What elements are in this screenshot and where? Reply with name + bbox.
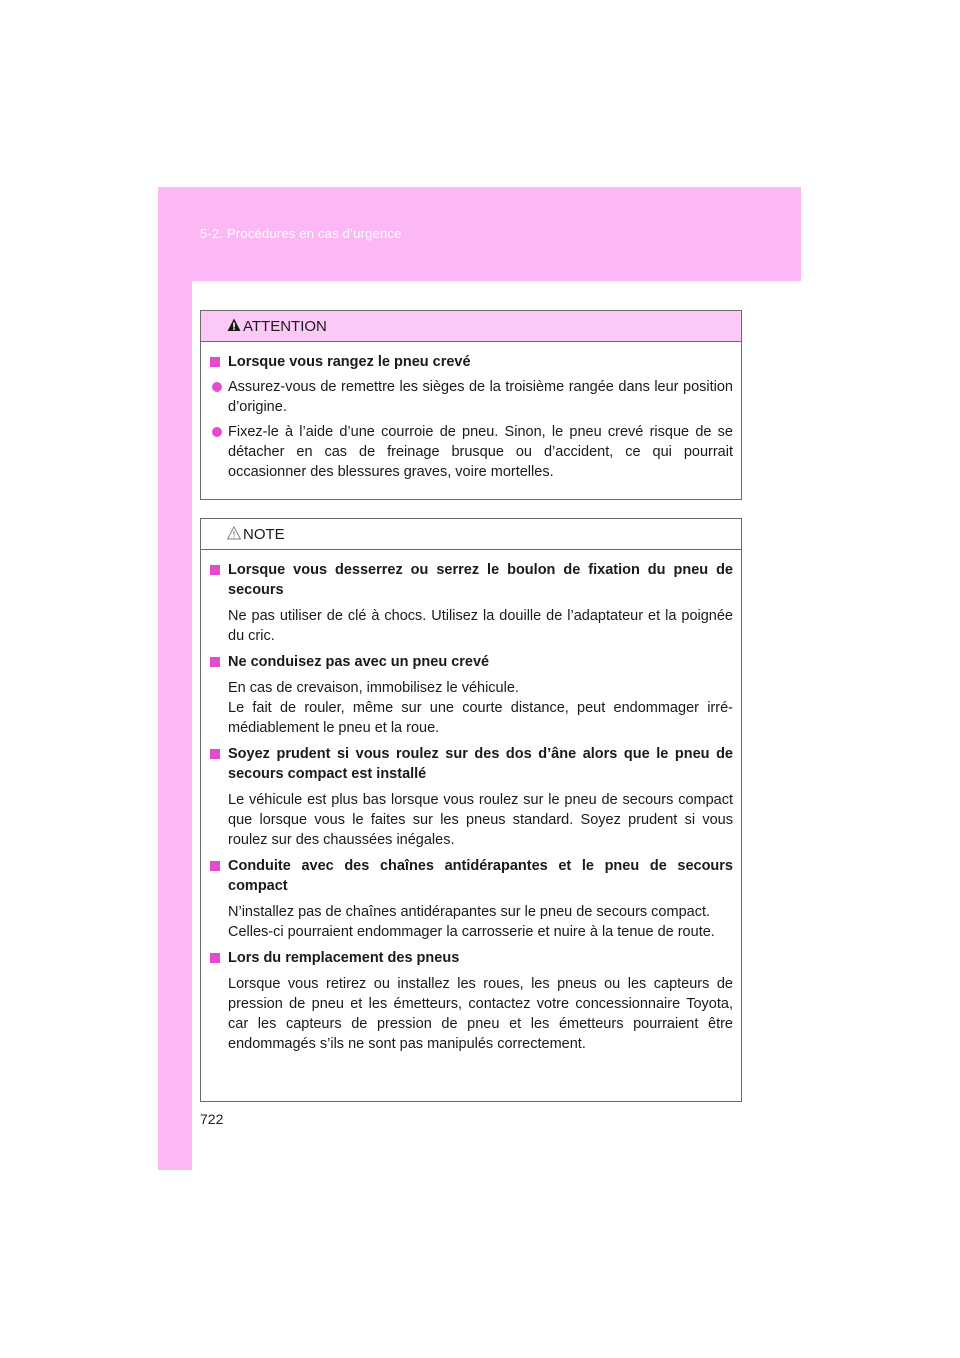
note-box <box>200 518 742 1102</box>
side-band <box>158 281 192 1170</box>
note-text: Lorsque vous retirez ou installez les roues, les pneus ou les capteurs de pression de pneu et les émetteurs, contactez votre concessionnaire Toyota, car les capteurs de pression de pneu et les émetteurs pourraient être endommagés s’ils ne sont pas manipulés correctement. <box>228 976 733 1052</box>
square-bullet-icon <box>210 657 220 667</box>
note-heading: Lorsque vous desserrez ou serrez le boulon de fixation du pneu de secours <box>209 560 733 600</box>
note-text: Le véhicule est plus bas lorsque vous roulez sur le pneu de secours compact que lorsque vous le faites sur les pneus standard. Soyez prudent si vous roulez sur des chaussées inégales. <box>228 792 733 848</box>
attention-heading: Lorsque vous rangez le pneu crevé <box>209 352 733 372</box>
note-text: N’installez pas de chaînes antidérapantes sur le pneu de secours compact. <box>228 904 711 920</box>
note-heading: Lors du remplacement des pneus <box>209 948 733 968</box>
attention-header <box>201 311 741 342</box>
note-text: Le fait de rouler, même sur une courte distance, peut endommager irrémédiablement le pneu et la roue. <box>228 700 733 736</box>
square-bullet-icon <box>210 357 220 367</box>
note-heading: Conduite avec des chaînes antidérapantes et le pneu de secours compact <box>209 856 733 896</box>
note-text: Ne pas utiliser de clé à chocs. Utilisez la douille de l’adaptateur et la poignée du cric. <box>228 608 733 644</box>
square-bullet-icon <box>210 565 220 575</box>
attention-bullet: Assurez-vous de remettre les sièges de la troisième rangée dans leur position d’origine. <box>209 377 733 417</box>
note-title: NOTE <box>243 526 285 543</box>
section-title: 5-2. Procédures en cas d’urgence <box>200 226 402 241</box>
note-heading: Soyez prudent si vous roulez sur des dos d’âne alors que le pneu de secours compact est installé <box>209 744 733 784</box>
warning-icon <box>227 318 241 337</box>
circle-bullet-icon <box>212 382 222 392</box>
note-header <box>201 519 741 550</box>
caution-icon <box>227 526 241 545</box>
square-bullet-icon <box>210 749 220 759</box>
square-bullet-icon <box>210 953 220 963</box>
note-text: En cas de crevaison, immobilisez le véhicule. <box>228 680 519 696</box>
page-number: 722 <box>200 1111 224 1127</box>
square-bullet-icon <box>210 861 220 871</box>
note-text: Celles-ci pourraient endommager la carrosserie et nuire à la tenue de route. <box>228 924 715 940</box>
attention-bullet: Fixez-le à l’aide d’une courroie de pneu. Sinon, le pneu crevé risque de se détacher en cas de freinage brusque ou d’accident, ce qui pourrait occasionner des blessures graves, voire mortelles. <box>209 422 733 482</box>
circle-bullet-icon <box>212 427 222 437</box>
attention-title: ATTENTION <box>243 318 327 335</box>
attention-box <box>200 310 742 500</box>
note-heading: Ne conduisez pas avec un pneu crevé <box>209 652 733 672</box>
